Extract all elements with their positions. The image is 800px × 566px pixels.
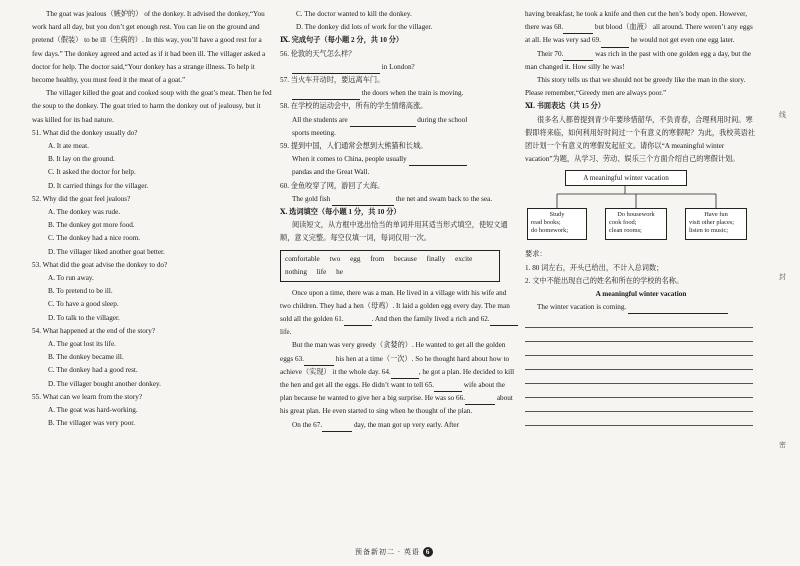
s56-english: in London? bbox=[280, 61, 518, 74]
question-stem: 52. Why did the goat feel jealous? bbox=[32, 194, 131, 203]
s59-english: When it comes to China, people usually bbox=[280, 153, 518, 166]
s58-blank[interactable] bbox=[350, 117, 416, 127]
cloze-para-2: But the man was very greedy（贪婪的）. He wanted to get all the golden eggs 63. his hen at a time（一次）. So he thought hard about how to achieve（实现） it the whole day. 64. , he got a plan. He decided to kill the hen and get all the eggs. He didn’t want to tell 65. wife about the plan because he wanted to give her a big surprise. He was so 66. about his great plan. He even started to sing when he thought of the plan. bbox=[280, 341, 515, 416]
s57-english: the doors when the train is moving. bbox=[280, 87, 518, 100]
essay-line[interactable] bbox=[525, 314, 753, 328]
q55-option-c[interactable]: C. The doctor wanted to kill the donkey. bbox=[296, 10, 412, 18]
cloze-para-1: Once upon a time, there was a man. He lived in a village with his wife and two children. They had a hen（母鸡）. It laid a golden egg every day. The man sold all the golden 61. . And then the family lived a rich and 62. life. bbox=[280, 287, 518, 340]
s56-blank[interactable] bbox=[292, 64, 380, 74]
mind-map-fun: Have fun visit other places; listen to music; ... bbox=[685, 208, 747, 240]
essay-blank-first[interactable] bbox=[628, 304, 728, 314]
essay-title: A meaningful winter vacation bbox=[595, 290, 687, 299]
blank-65[interactable] bbox=[434, 382, 462, 392]
s59-english-cont: pandas and the Great Wall. bbox=[292, 168, 370, 177]
blank-66[interactable] bbox=[465, 395, 495, 405]
s58-english-cont: sports meeting. bbox=[292, 128, 336, 137]
s56-chinese: 56. 伦敦的天气怎么样？ bbox=[280, 49, 356, 58]
answer-option[interactable]: A. It ate meat. bbox=[48, 142, 89, 151]
answer-option[interactable]: B. The donkey got more food. bbox=[48, 221, 135, 230]
essay-start-line: The winter vacation is coming. bbox=[525, 301, 757, 314]
requirement-2: 2. 文中不能出现自己的姓名和所在的学校的名称。 bbox=[525, 276, 684, 285]
word-box bbox=[280, 250, 500, 282]
question-stem: 53. What did the goat advise the donkey to do? bbox=[32, 260, 168, 269]
blank-70[interactable] bbox=[563, 51, 593, 61]
essay-writing-area[interactable] bbox=[525, 314, 757, 426]
answer-option[interactable]: A. The donkey was rude. bbox=[48, 208, 121, 217]
answer-option[interactable]: D. To talk to the villager. bbox=[48, 313, 120, 322]
cloze-para-3: On the 67. day, the man got up very early. After bbox=[280, 419, 518, 432]
blank-62[interactable] bbox=[490, 316, 518, 326]
answer-option[interactable]: C. The donkey had a good rest. bbox=[48, 366, 138, 375]
q55-option-d[interactable]: D. The donkey did lots of work for the villager. bbox=[296, 23, 433, 32]
essay-line[interactable] bbox=[525, 412, 753, 426]
answer-option[interactable]: C. It asked the doctor for help. bbox=[48, 168, 136, 177]
essay-line[interactable] bbox=[525, 328, 753, 342]
margin-mark-1: 线 bbox=[779, 111, 786, 119]
answer-option[interactable]: D. The villager bought another donkey. bbox=[48, 379, 161, 388]
answer-option[interactable]: A. To run away. bbox=[48, 274, 94, 283]
answer-option[interactable]: B. The donkey became ill. bbox=[48, 353, 124, 362]
s58-chinese: 58. 在学校的运动会中，所有的学生情绪高涨。 bbox=[280, 102, 428, 111]
blank-61[interactable] bbox=[344, 316, 372, 326]
s57-blank[interactable] bbox=[292, 90, 360, 100]
word-box-line-1: comfortable two egg from because finally excite bbox=[285, 254, 473, 263]
essay-line[interactable] bbox=[525, 398, 753, 412]
answer-option[interactable]: C. To have a good sleep. bbox=[48, 300, 119, 309]
margin-mark-2: 封 bbox=[779, 273, 786, 281]
writing-prompt: 很多名人都曾提到青少年要珍惜韶华，不负青春，合理利用时间。寒假即将来临，如何利用好时间过一个有意义的寒假呢？为此，我校英语社团计划一个有意义的寒假发起征文。请你以“A meaningful winter vacation”为题，从学习、劳动、娱乐三个方面介绍自己的寒假计划。 bbox=[525, 115, 756, 164]
margin-mark-3: 密 bbox=[779, 441, 786, 449]
s60-english: The gold fish the net and swam back to the sea. bbox=[280, 193, 518, 206]
requirements-title: 要求： bbox=[525, 250, 547, 259]
blank-63[interactable] bbox=[304, 356, 334, 366]
answer-option[interactable]: B. To pretend to be ill. bbox=[48, 287, 113, 296]
blank-68[interactable] bbox=[563, 24, 593, 34]
column-1 bbox=[32, 8, 272, 431]
s60-blank[interactable] bbox=[332, 196, 394, 206]
mind-map-housework: Do housework cook food; clean rooms; ... bbox=[605, 208, 667, 240]
answer-option[interactable]: B. The villager was very poor. bbox=[48, 419, 136, 428]
s60-chinese: 60. 金鱼咬穿了网，游回了大海。 bbox=[280, 181, 385, 190]
blank-69[interactable] bbox=[601, 38, 629, 48]
column-3 bbox=[525, 8, 757, 426]
answer-option[interactable]: B. It lay on the ground. bbox=[48, 155, 115, 164]
answer-option[interactable]: A. The goat was hard-working. bbox=[48, 406, 138, 415]
cloze-para-3-cont: having breakfast, he took a knife and then cut the hen’s body open. However, there was 68. but blood（血液） all around. There weren’t any eggs at all. He was very sad 69. he would not get even one egg later. bbox=[525, 8, 757, 48]
cloze-para-4: Their 70. was rich in the past with one golden egg a day, but the man changed it. How silly he was! bbox=[525, 49, 751, 71]
mind-map-study: Study read books; do homework; ... bbox=[527, 208, 587, 240]
section-10-title: Ⅹ. 选词填空（每小题 1 分，共 10 分） bbox=[280, 208, 401, 217]
blank-64[interactable] bbox=[391, 369, 419, 379]
word-box-line-2: nothing life he bbox=[285, 267, 343, 276]
section-11-title: Ⅺ. 书面表达（共 15 分） bbox=[525, 102, 605, 111]
mind-map bbox=[525, 170, 757, 242]
question-stem: 54. What happened at the end of the story? bbox=[32, 326, 156, 335]
blank-67[interactable] bbox=[322, 422, 352, 432]
section-9-title: Ⅸ. 完成句子（每小题 2 分，共 10 分） bbox=[280, 36, 404, 45]
s59-blank[interactable] bbox=[409, 156, 467, 166]
story-para-2: The villager killed the goat and cooked soup with the goat’s meat. Then he fed the soup to the donkey. The goat tried to harm the donkey out of jealousy, but it was killed for its bad nature. bbox=[32, 89, 272, 124]
question-stem: 51. What did the donkey usually do? bbox=[32, 128, 138, 137]
question-stem: 55. What can we learn from the story? bbox=[32, 392, 143, 401]
page-number: 6 bbox=[423, 547, 433, 557]
essay-line[interactable] bbox=[525, 370, 753, 384]
footer-label: 预备新初二 · 英语 bbox=[355, 548, 420, 556]
answer-option[interactable]: A. The goat lost its life. bbox=[48, 340, 116, 349]
s57-chinese: 57. 当火车开动时，要远离车门。 bbox=[280, 76, 385, 85]
s59-chinese: 59. 提到中国，人们通常会想到大熊猫和长城。 bbox=[280, 142, 428, 151]
requirement-1: 1. 80 词左右，开头已给出，不计入总词数； bbox=[525, 263, 664, 272]
answer-option[interactable]: D. It carried things for the villager. bbox=[48, 181, 149, 190]
section-10-instructions: 阅读短文，从方框中选出恰当的单词并用其适当形式填空，使短文通顺，意义完整。每空仅填一词，每词仅用一次。 bbox=[280, 221, 508, 243]
answer-option[interactable]: C. The donkey had a nice room. bbox=[48, 234, 141, 243]
essay-line[interactable] bbox=[525, 384, 753, 398]
answer-option[interactable]: D. The villager liked another goat better. bbox=[48, 247, 165, 256]
essay-line[interactable] bbox=[525, 356, 753, 370]
question-list bbox=[32, 127, 272, 431]
page-footer bbox=[355, 547, 433, 557]
column-2 bbox=[280, 8, 518, 432]
mind-map-center: A meaningful winter vacation bbox=[565, 170, 687, 186]
essay-line[interactable] bbox=[525, 342, 753, 356]
cloze-para-5: This story tells us that we should not be greedy like the man in the story. Please remember,“Greedy men are always poor.” bbox=[525, 76, 746, 98]
s58-english: All the students are during the school bbox=[280, 114, 518, 127]
story-para-1: The goat was jealous（嫉妒的） of the donkey. It advised the donkey,“You work hard all day, but you don’t get enough rest. You can lie on the ground and pretend（假装） to be ill（生病的）. In this way, you’ll have a good rest for a few days.” The donkey agreed and acted as if it had been ill. The villager asked a doctor for help. The doctor said,“Your donkey has a strange illness. To help it become healthy, you must feed it the meat of a goat.” bbox=[32, 10, 266, 85]
